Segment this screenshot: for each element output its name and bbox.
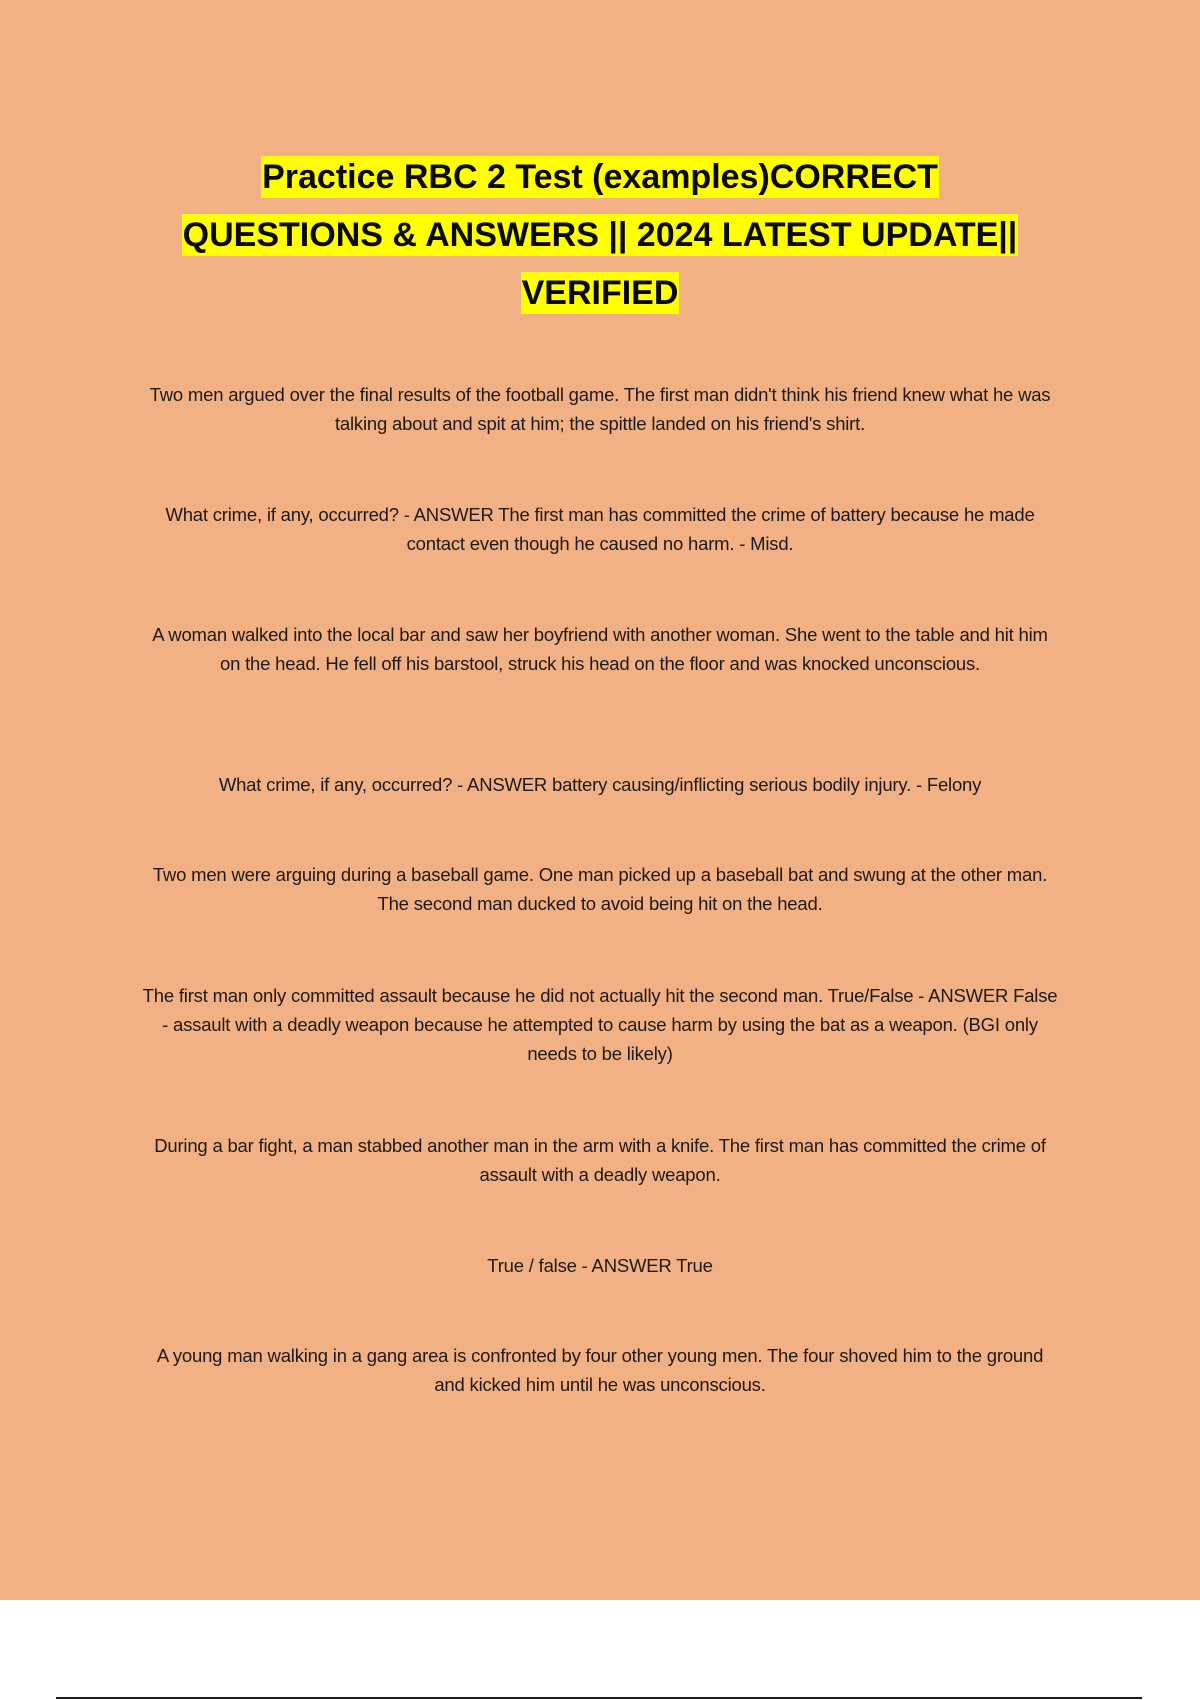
title-line-1: Practice RBC 2 Test (examples)CORRECT bbox=[262, 158, 938, 196]
answer-paragraph: True / false - ANSWER True bbox=[487, 1255, 713, 1276]
footer-divider bbox=[56, 1697, 1142, 1699]
answer-paragraph: What crime, if any, occurred? - ANSWER The first man has committed the crime of battery because he made contact even though he caused no harm. - Misd. bbox=[165, 504, 1035, 554]
answer-paragraph: What crime, if any, occurred? - ANSWER battery causing/inflicting serious bodily injury. - Felony bbox=[218, 774, 982, 795]
question-paragraph: Two men argued over the final results of the football game. The first man didn't think his friend knew what he was talking about and spit at him; the spittle landed on his friend's shirt. bbox=[149, 384, 1051, 434]
answer-paragraph: The first man only committed assault because he did not actually hit the second man. True/False - ANSWER False - assault with a deadly weapon because he attempted to cause harm by using the bat as a weapon. (BGI only needs to be likely) bbox=[142, 985, 1058, 1064]
question-paragraph: During a bar fight, a man stabbed another man in the arm with a knife. The first man has committed the crime of assault with a deadly weapon. bbox=[154, 1135, 1046, 1185]
question-paragraph: A young man walking in a gang area is confronted by four other young men. The four shoved him to the ground and kicked him until he was unconscious. bbox=[156, 1345, 1044, 1395]
question-paragraph: Two men were arguing during a baseball game. One man picked up a baseball bat and swung at the other man. The second man ducked to avoid being hit on the head. bbox=[152, 864, 1048, 914]
title-line-2: QUESTIONS & ANSWERS || 2024 LATEST UPDATE|| bbox=[182, 216, 1018, 254]
document-title bbox=[130, 148, 1070, 322]
title-line-3: VERIFIED bbox=[521, 274, 679, 312]
question-paragraph: A woman walked into the local bar and saw her boyfriend with another woman. She went to the table and hit him on the head. He fell off his barstool, struck his head on the floor and was knocked unconscious. bbox=[152, 624, 1048, 674]
